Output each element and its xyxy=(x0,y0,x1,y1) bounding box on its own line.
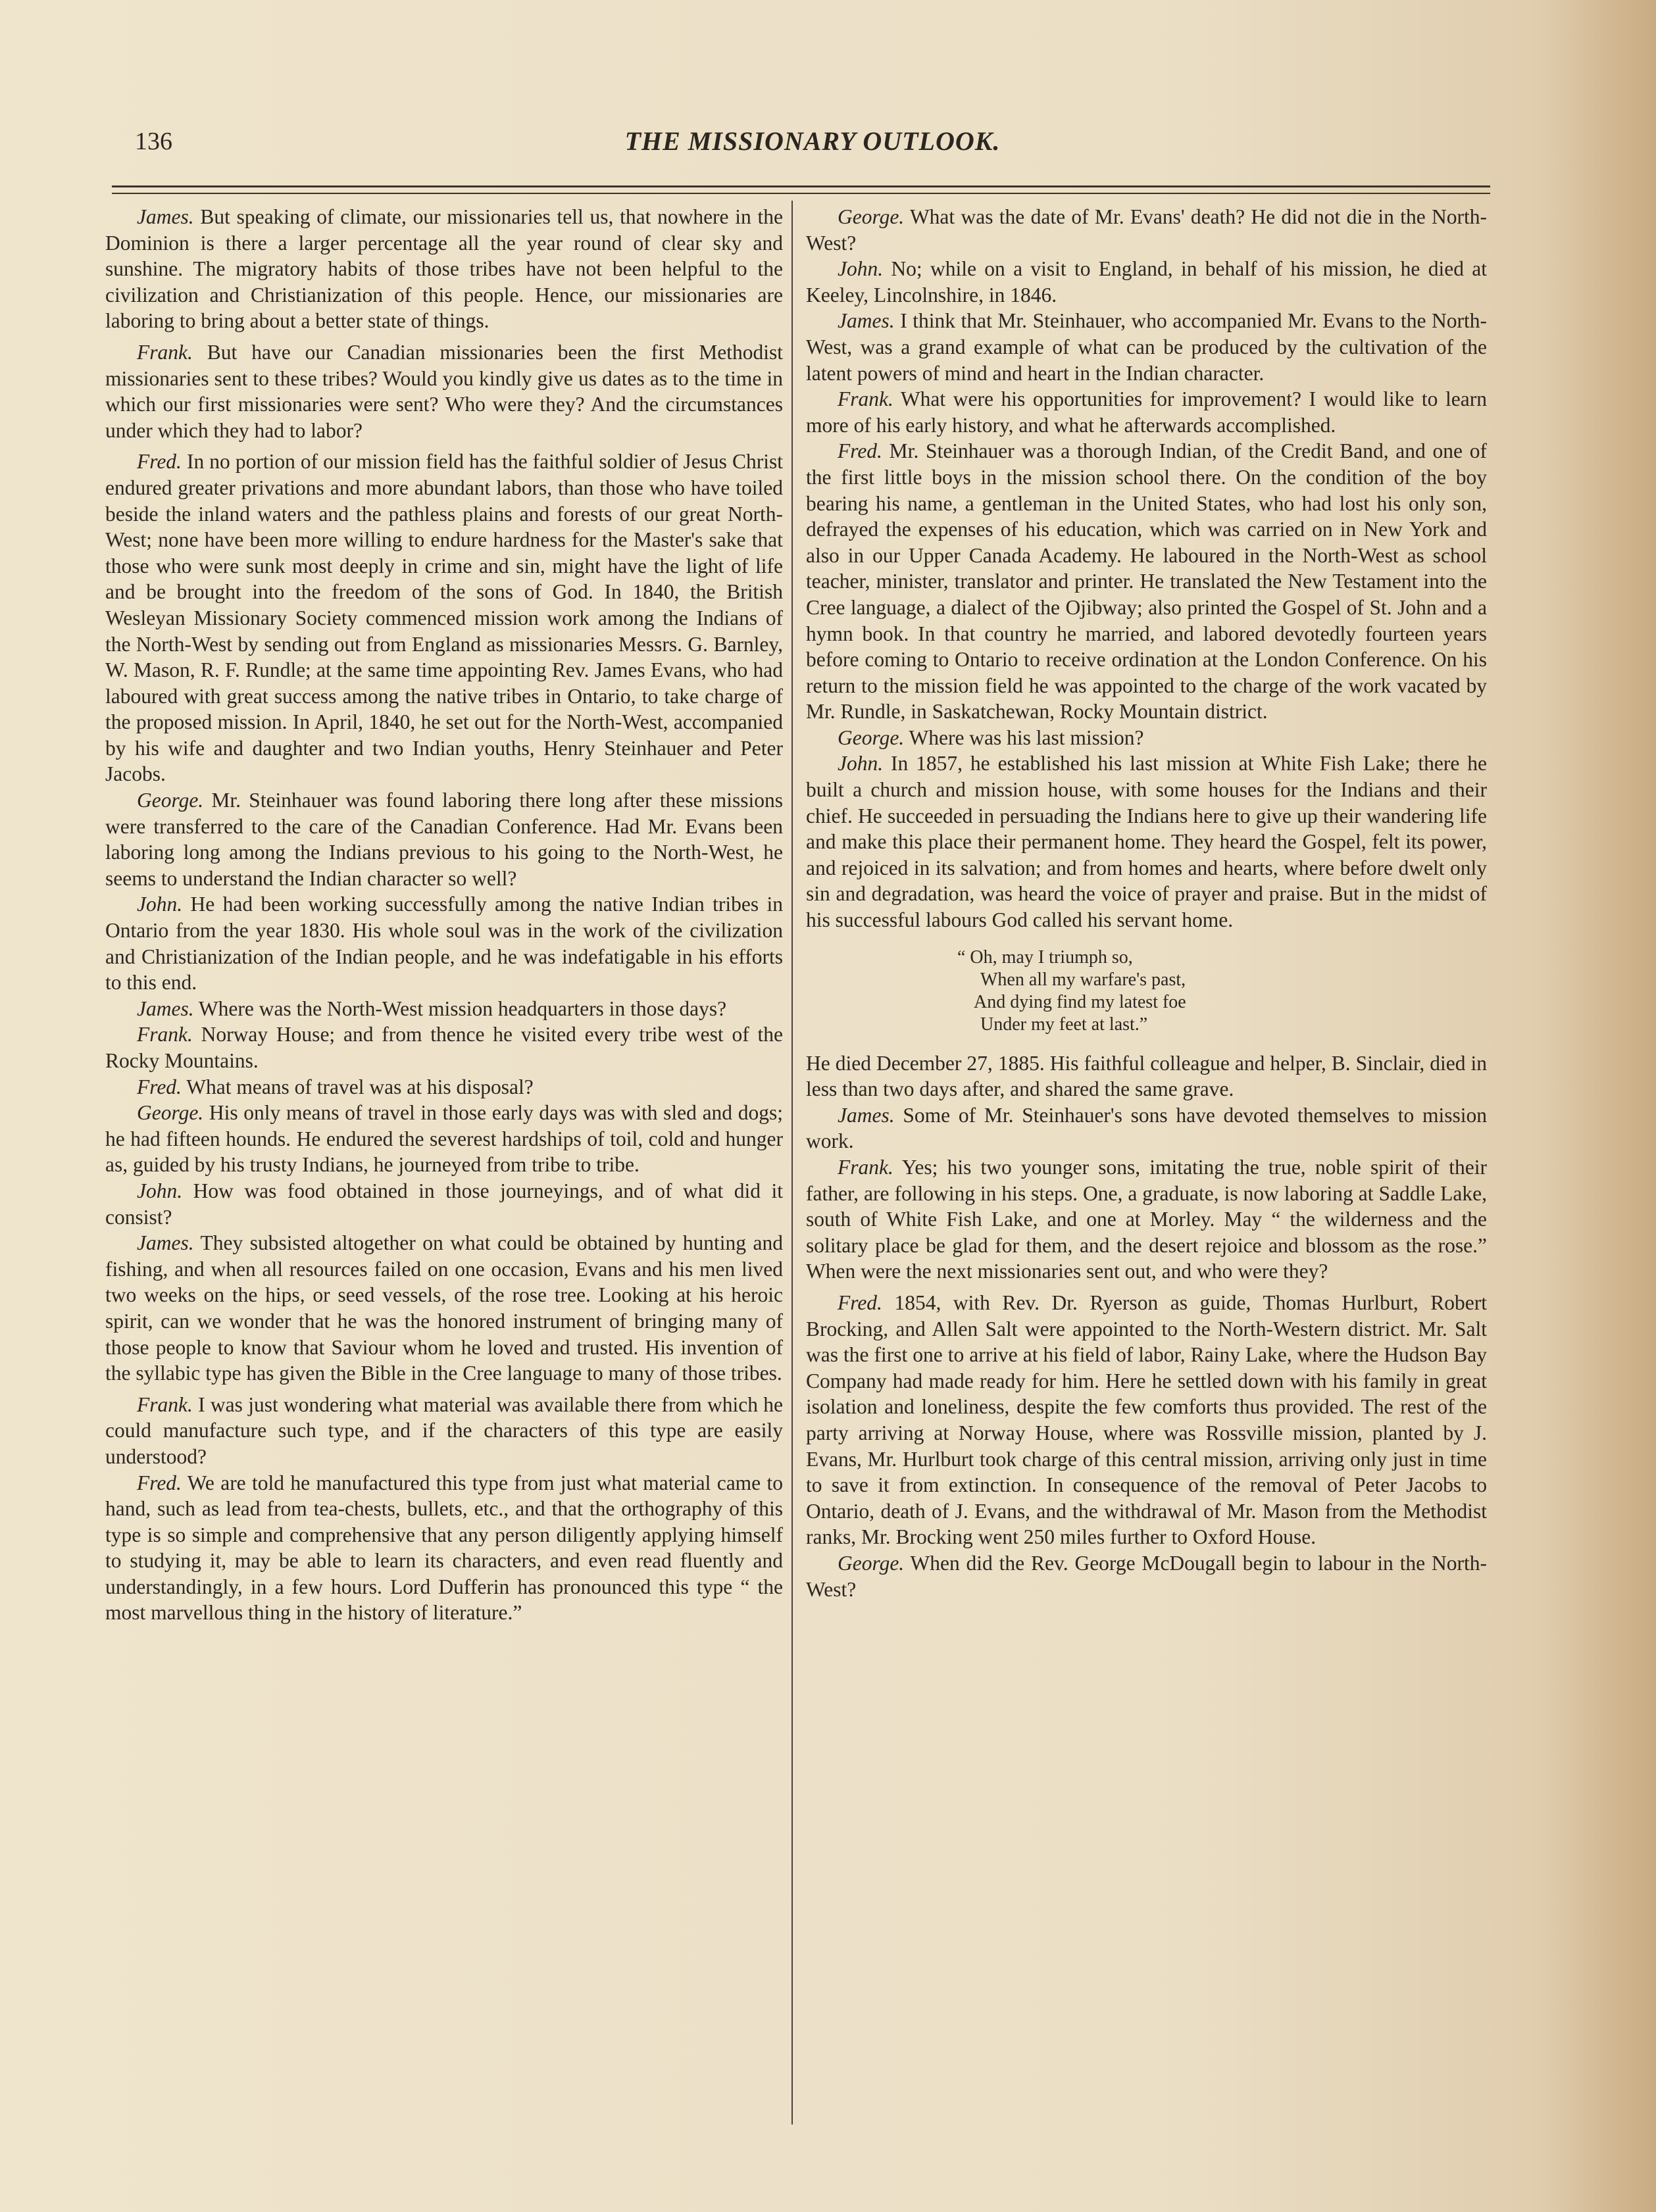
speaker-name: Frank. xyxy=(137,1392,193,1416)
speaker-name: John. xyxy=(838,752,884,775)
dialogue-paragraph xyxy=(806,386,1487,438)
paragraph-text: When did the Rev. George McDougall begin to labour in the North-West? xyxy=(806,1551,1487,1601)
paragraph-text: I think that Mr. Steinhauer, who accompanied Mr. Evans to the North-West, was a grand example of what can be produced by the cultivation of the latent powers of mind and heart in the Indian character. xyxy=(806,309,1487,385)
dialogue-paragraph xyxy=(806,308,1487,386)
speaker-name: George. xyxy=(838,725,905,749)
verse-line: When all my warfare's past, xyxy=(980,969,1186,990)
dialogue-paragraph xyxy=(806,725,1487,751)
dialogue-paragraph xyxy=(806,438,1487,725)
speaker-name: James. xyxy=(838,1103,895,1127)
column-divider xyxy=(791,201,793,2125)
dialogue-paragraph xyxy=(806,1550,1487,1602)
dialogue-paragraph xyxy=(105,1230,783,1387)
speaker-name: Frank. xyxy=(838,1156,893,1179)
paragraph-text: They subsisted altogether on what could be obtained by hunting and fishing, and when all resources failed on one occasion, Evans and his men lived two weeks on the hips, or seed vessels, of the rose tree. Looking at his heroic spirit, can we wonder that he was the honored instrument of bringing many of those people to know that Saviour whom he loved and trusted. His invention of the syllabic type has given the Bible in the Cree language to many of those tribes. xyxy=(105,1231,783,1385)
paragraph-text: In no portion of our mission field has the faithful soldier of Jesus Christ endured greater privations and more abundant labors, than those who have toiled beside the inland waters and the pathless plains and forests of our great North-West; none have been more willing to endure hardness for the Master's sake that those who were sunk most deeply in crime and sin, might have the light of life and be brought into the freedom of the sons of God. In 1840, the British Wesleyan Missionary Society commenced mission work among the Indians of the North-West by sending out from England as missionaries Messrs. G. Barnley, W. Mason, R. F. Rundle; at the same time appointing Rev. James Evans, who had laboured with great success among the native tribes in Ontario, to take charge of the proposed mission. In April, 1840, he set out for the North-West, accompanied by his wife and daughter and two Indian youths, Henry Steinhauer and Peter Jacobs. xyxy=(105,450,783,786)
paragraph-text: What means of travel was at his disposal? xyxy=(181,1075,534,1098)
dialogue-paragraph xyxy=(105,1021,783,1073)
speaker-name: Fred. xyxy=(838,1290,882,1314)
paragraph-text: Some of Mr. Steinhauer's sons have devoted themselves to mission work. xyxy=(806,1103,1487,1153)
speaker-name: George. xyxy=(137,1101,204,1125)
paragraph-text: Where was the North-West mission headquarters in those days? xyxy=(193,996,727,1020)
dialogue-paragraph xyxy=(105,339,783,443)
speaker-name: James. xyxy=(137,1231,194,1255)
speaker-name: Frank. xyxy=(137,340,193,364)
paragraph-text: He had been working successfully among the native Indian tribes in Ontario from the year 1830. His whole soul was in the work of the civilization and Christianization of the Indian people, and he was indefatigable in his efforts to this end. xyxy=(105,893,783,995)
dialogue-paragraph xyxy=(806,1102,1487,1154)
dialogue-paragraph xyxy=(105,1178,783,1230)
left-column xyxy=(105,204,783,1626)
dialogue-paragraph xyxy=(806,1154,1487,1285)
dialogue-paragraph xyxy=(105,449,783,787)
dialogue-paragraph xyxy=(806,256,1487,308)
dialogue-paragraph xyxy=(105,1100,783,1178)
dialogue-paragraph xyxy=(806,204,1487,256)
paragraph-text: How was food obtained in those journeyings, and of what did it consist? xyxy=(105,1179,783,1229)
dialogue-paragraph xyxy=(806,750,1487,933)
paragraph-text: Norway House; and from thence he visited every tribe west of the Rocky Mountains. xyxy=(105,1023,783,1072)
paragraph-text: Mr. Steinhauer was found laboring there long after these missions were transferred to the care of the Canadian Conference. Had Mr. Evans been laboring long among the Indians previous to his going to the North-West, he seems to understand the Indian character so well? xyxy=(105,789,783,890)
speaker-name: James. xyxy=(137,996,194,1020)
speaker-name: Fred. xyxy=(137,1075,182,1098)
speaker-name: Frank. xyxy=(838,387,893,411)
paragraph-text: But have our Canadian missionaries been the first Methodist missionaries sent to these tribes? Would you kindly give us dates as to the time in which our first missionaries were sent? Who were they? And the circumstances under which they had to labor? xyxy=(105,340,783,442)
hymn-verse xyxy=(806,946,1487,1036)
dialogue-paragraph xyxy=(105,204,783,334)
paragraph-text: But speaking of climate, our missionaries tell us, that nowhere in the Dominion is there a larger percentage all the year round of clear sky and sunshine. The migratory habits of those tribes have not been helpful to the civilization and Christianization of this people. Hence, our missionaries are laboring to bring about a better state of things. xyxy=(105,205,783,333)
paragraph-text: I was just wondering what material was available there from which he could manufacture such type, and if the characters of this type are easily understood? xyxy=(105,1392,783,1468)
paragraph-text: His only means of travel in those early days was with sled and dogs; he had fifteen hounds. He endured the severest hardships of toil, cold and hunger as, guided by his trusty Indians, he journeyed from tribe to tribe. xyxy=(105,1101,783,1177)
paragraph-text: No; while on a visit to England, in behalf of his mission, he died at Keeley, Lincolnshire, in 1846. xyxy=(806,257,1487,307)
speaker-name: James. xyxy=(137,205,194,228)
dialogue-paragraph xyxy=(105,891,783,995)
verse-line: Under my feet at last.” xyxy=(980,1014,1148,1035)
speaker-name: Fred. xyxy=(137,1471,182,1494)
paragraph-text: What was the date of Mr. Evans' death? He did not die in the North-West? xyxy=(806,205,1487,255)
paragraph-text: What were his opportunities for improvement? I would like to learn more of his early history, and what he afterwards accomplished. xyxy=(806,387,1487,437)
paragraph-text: 1854, with Rev. Dr. Ryerson as guide, Thomas Hurlburt, Robert Brocking, and Allen Salt were appointed to the North-Western district. Mr. Salt was the first one to arrive at his field of labor, Rainy Lake, where the Hudson Bay Company had made ready for him. Here he settled down with his family in great isolation and loneliness, despite the few comforts thus provided. The rest of the party arriving at Norway House, where was Rossville mission, planted by J. Evans, Mr. Hurlburt took charge of this central mission, arriving only just in time to save it from extinction. In consequence of the removal of Peter Jacobs to Ontario, death of J. Evans, and the withdrawal of Mr. Mason from the Methodist ranks, Mr. Brocking went 250 miles further to Oxford House. xyxy=(806,1290,1487,1549)
verse-line: And dying find my latest foe xyxy=(974,991,1186,1012)
paragraph-text: Where was his last mission? xyxy=(904,725,1144,749)
verse-line: “ Oh, may I triumph so, xyxy=(957,946,1133,968)
paragraph-text: He died December 27, 1885. His faithful colleague and helper, B. Sinclair, died in less than two days after, and shared the same grave. xyxy=(806,1051,1487,1101)
paragraph-text: We are told he manufactured this type from just what material came to hand, such as lead from tea-chests, bullets, etc., and that the orthography of this type is so simple and comprehensive that any person diligently applying himself to studying it, may be able to learn its characters, and even read fluently and understandingly, in a few hours. Lord Dufferin has pronounced this type “ the most marvellous thing in the history of literature.” xyxy=(105,1471,783,1625)
paragraph-text: Yes; his two younger sons, imitating the true, noble spirit of their father, are following in his steps. One, a graduate, is now laboring at Saddle Lake, south of White Fish Lake, and one at Morley. May “ the wilderness and the solitary place be glad for them, and the desert rejoice and blossom as the rose.” When were the next missionaries sent out, and who were they? xyxy=(806,1156,1487,1283)
speaker-name: James. xyxy=(838,309,895,333)
speaker-name: George. xyxy=(838,1551,905,1575)
paragraph-text: In 1857, he established his last mission at White Fish Lake; there he built a church and mission house, with some houses for the Indians and their chief. He succeeded in persuading the Indians here to give up their wandering life and make this place their permanent home. They heard the Gospel, felt its power, and rejoiced in its salvation; and from homes and hearts, where before dwelt only sin and degradation, was heard the voice of prayer and praise. But in the midst of his successful labours God called his servant home. xyxy=(806,752,1487,932)
dialogue-paragraph xyxy=(105,1074,783,1100)
speaker-name: George. xyxy=(838,205,905,228)
page-header xyxy=(125,122,1500,161)
header-rule-bottom xyxy=(112,193,1490,194)
speaker-name: John. xyxy=(137,893,183,916)
speaker-name: John. xyxy=(838,257,884,281)
running-title: THE MISSIONARY OUTLOOK. xyxy=(624,126,1001,156)
dialogue-paragraph xyxy=(806,1290,1487,1550)
speaker-name: Fred. xyxy=(137,450,182,474)
dialogue-paragraph xyxy=(105,787,783,891)
speaker-name: John. xyxy=(137,1179,183,1202)
dialogue-paragraph xyxy=(105,996,783,1022)
header-rule-top xyxy=(112,185,1490,187)
paragraph-text: Mr. Steinhauer was a thorough Indian, of the Credit Band, and one of the first little boys in the mission school there. On the condition of the boy bearing his name, a gentleman in the United States, who had lost his only son, defrayed the expenses of his education, which was carried on in New York and also in our Upper Canada Academy. He laboured in the North-West as school teacher, minister, translator and printer. He translated the New Testament into the Cree language, a dialect of the Ojibway; also printed the Gospel of St. John and a hymn book. In that country he married, and labored devotedly fourteen years before coming to Ontario to receive ordination at the London Conference. On his return to the mission field he was appointed to the charge of the work vacated by Mr. Rundle, in Saskatchewan, Rocky Mountain district. xyxy=(806,439,1487,724)
dialogue-paragraph xyxy=(105,1470,783,1627)
speaker-name: George. xyxy=(137,789,204,812)
speaker-name: Fred. xyxy=(838,439,882,463)
speaker-name: Frank. xyxy=(137,1023,193,1046)
dialogue-paragraph xyxy=(105,1392,783,1470)
right-column xyxy=(806,204,1487,1602)
page-number: 136 xyxy=(135,128,172,155)
